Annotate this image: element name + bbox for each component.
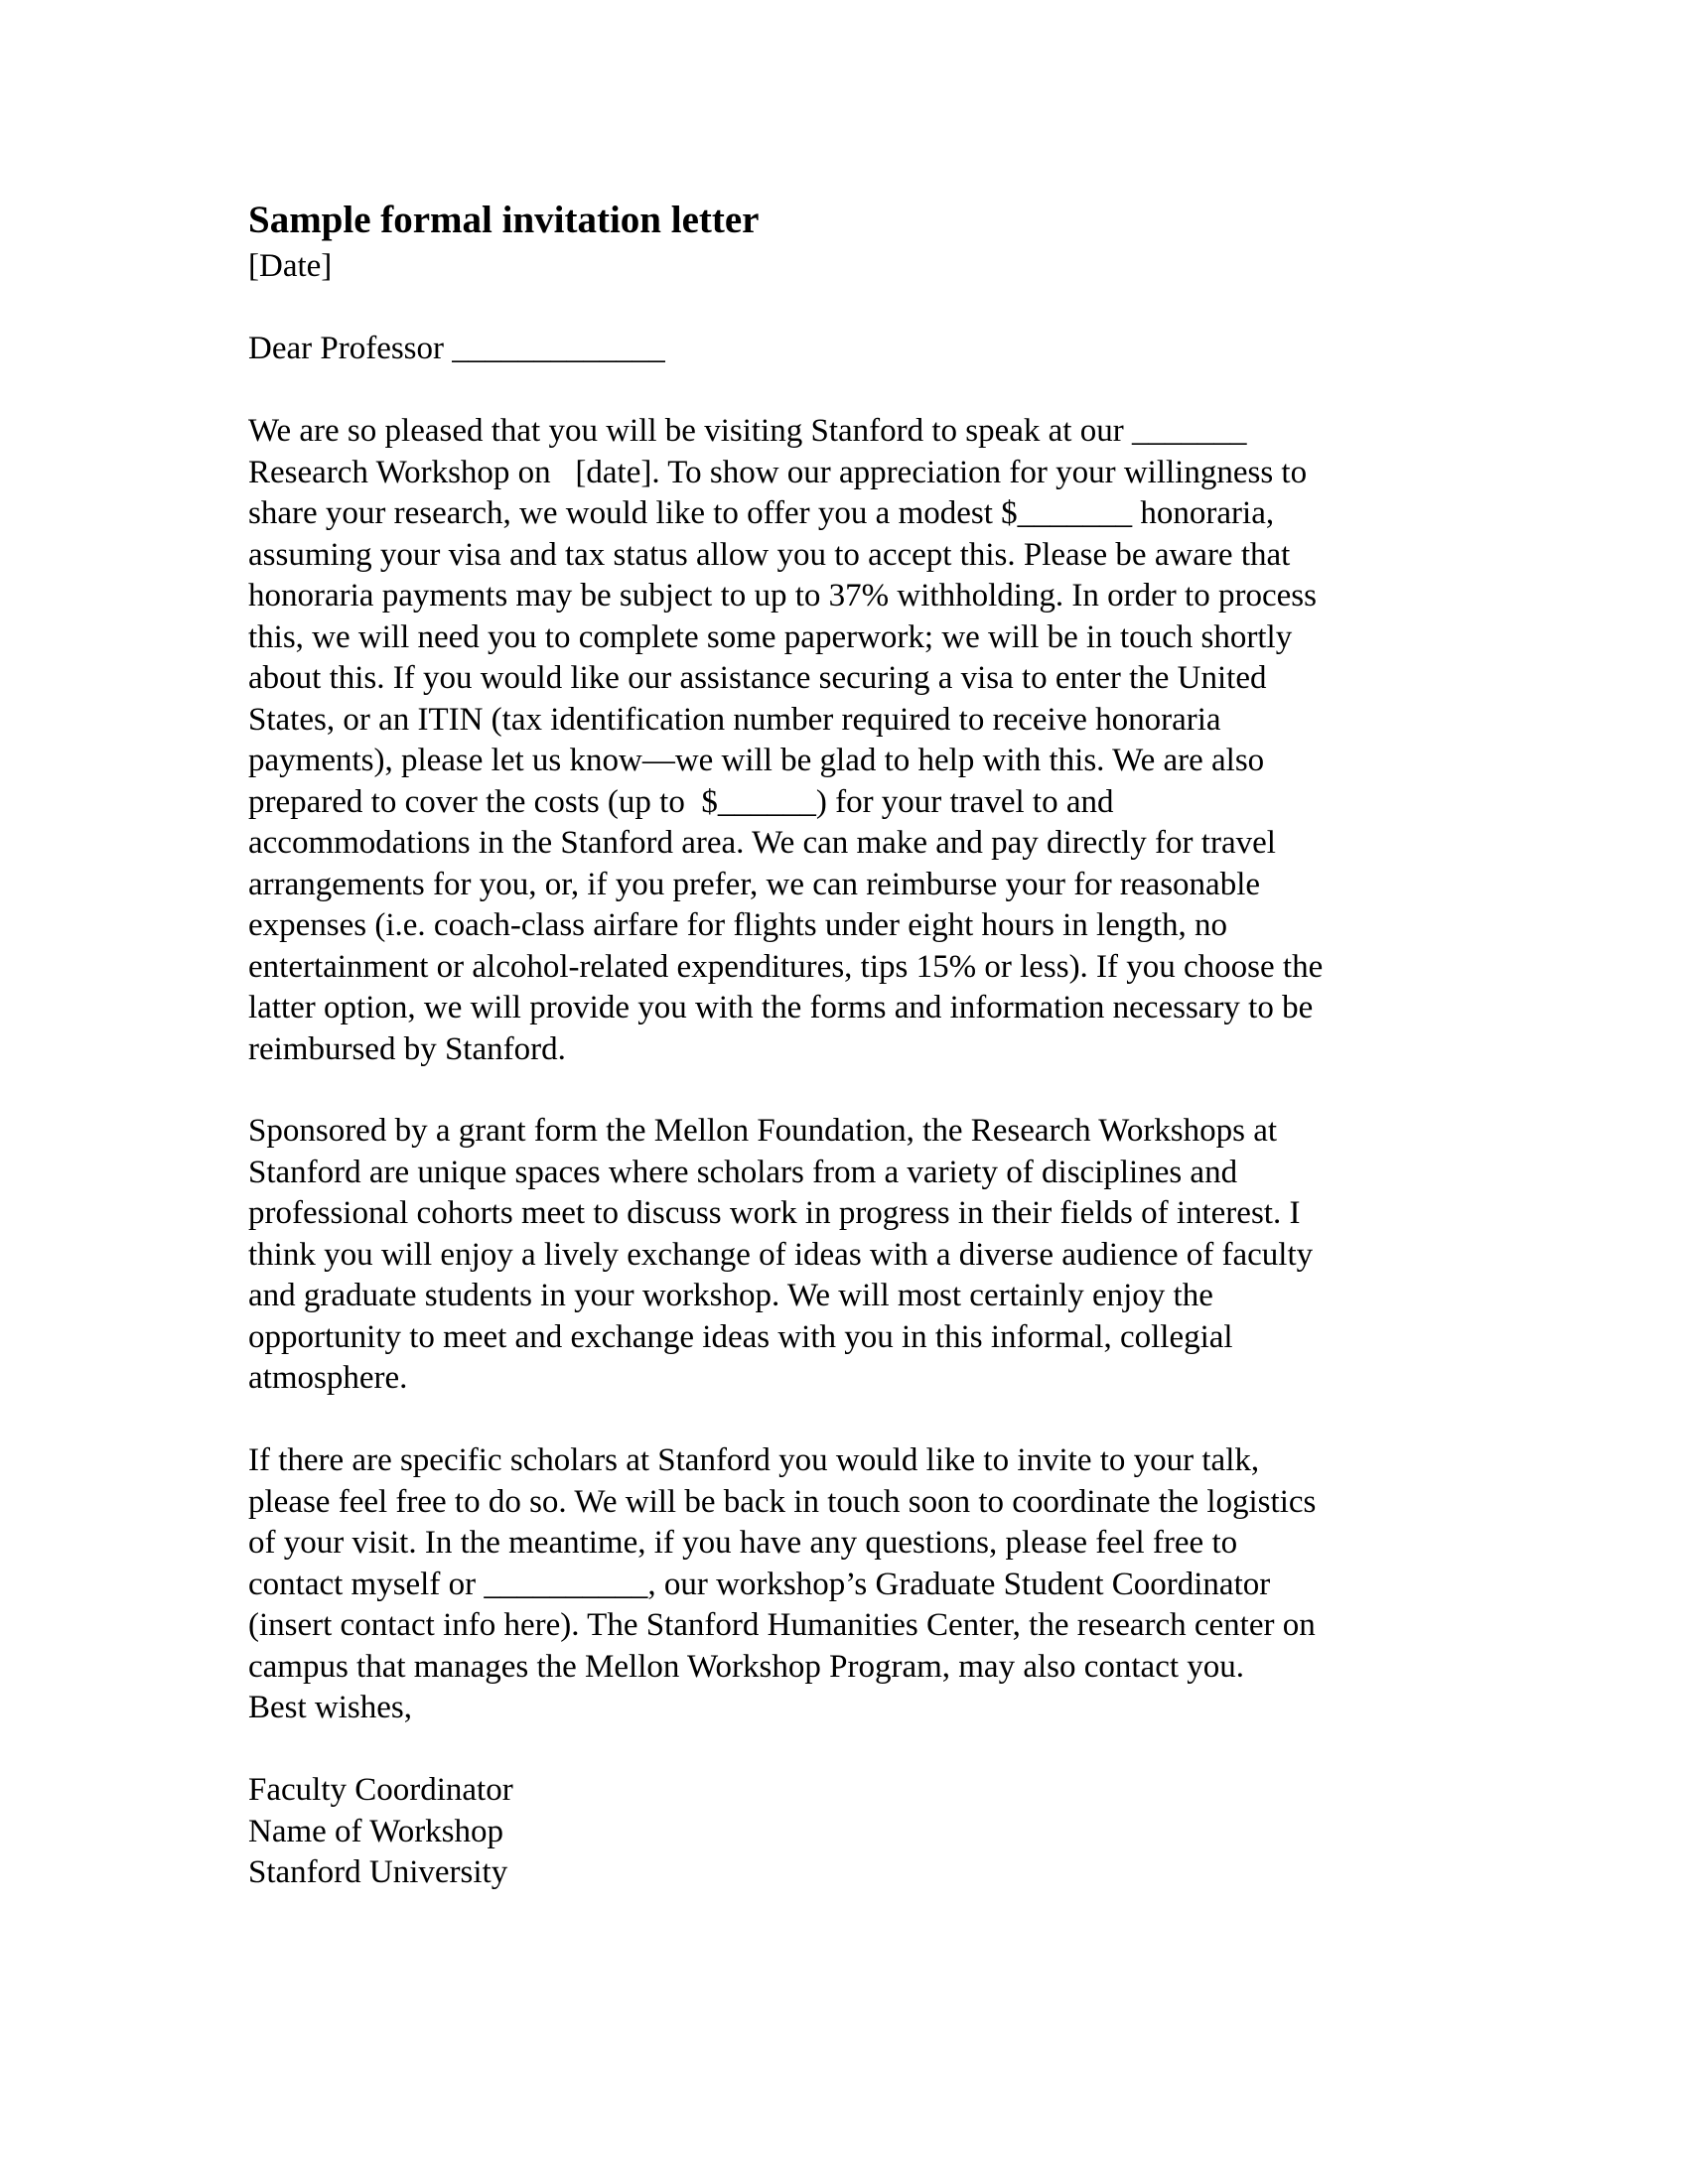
paragraph-line: accommodations in the Stanford area. We can make and pay directly for travel <box>248 825 1276 861</box>
paragraph-workshops <box>248 1111 1460 1400</box>
paragraph-line: arrangements for you, or, if you prefer, we can reimburse your for reasonable <box>248 866 1261 902</box>
paragraph-line: honoraria payments may be subject to up to 37% withholding. In order to process <box>248 578 1317 614</box>
paragraph-line: contact myself or __________, our workshop’s Graduate Student Coordinator <box>248 1566 1271 1602</box>
paragraph-line: professional cohorts meet to discuss work in progress in their fields of interest. I <box>248 1195 1301 1231</box>
paragraph-line: think you will enjoy a lively exchange of ideas with a diverse audience of faculty <box>248 1236 1314 1273</box>
paragraph-line: If there are specific scholars at Stanford you would like to invite to your talk, <box>248 1442 1260 1478</box>
paragraph-line: assuming your visa and tax status allow you to accept this. Please be aware that <box>248 536 1291 573</box>
paragraph-line: share your research, we would like to offer you a modest $_______ honoraria, <box>248 495 1275 531</box>
paragraph-line: expenses (i.e. coach-class airfare for flights under eight hours in length, no <box>248 907 1228 943</box>
paragraph-line: and graduate students in your workshop. We will most certainly enjoy the <box>248 1278 1213 1313</box>
paragraph-line: this, we will need you to complete some paperwork; we will be in touch shortly <box>248 618 1293 655</box>
paragraph-line: Sponsored by a grant form the Mellon Foundation, the Research Workshops at <box>248 1113 1278 1149</box>
paragraph-line: Stanford are unique spaces where scholars from a variety of disciplines and <box>248 1154 1238 1190</box>
paragraph-logistics <box>248 1440 1460 1729</box>
paragraph-line: prepared to cover the costs (up to $______) for your travel to and <box>248 783 1114 820</box>
paragraph-line: latter option, we will provide you with the forms and information necessary to be <box>248 990 1314 1025</box>
paragraph-line: opportunity to meet and exchange ideas with you in this informal, collegial <box>248 1318 1233 1355</box>
letter-closing: Best wishes, <box>248 1690 412 1725</box>
paragraph-line: please feel free to do so. We will be back in touch soon to coordinate the logistics <box>248 1483 1317 1520</box>
paragraph-line: entertainment or alcohol-related expenditures, tips 15% or less). If you choose the <box>248 948 1324 985</box>
paragraph-line: about this. If you would like our assistance securing a visa to enter the United <box>248 660 1267 696</box>
signature-line: Stanford University <box>248 1854 508 1890</box>
signature-line: Faculty Coordinator <box>248 1772 513 1808</box>
paragraph-line: Research Workshop on [date]. To show our appreciation for your willingness to <box>248 454 1308 490</box>
letter-title: Sample formal invitation letter <box>248 199 760 241</box>
letter-salutation: Dear Professor _____________ <box>248 331 665 366</box>
paragraph-line: We are so pleased that you will be visiting Stanford to speak at our _______ <box>248 413 1247 449</box>
paragraph-line: reimbursed by Stanford. <box>248 1030 566 1067</box>
paragraph-line: atmosphere. <box>248 1360 408 1396</box>
paragraph-line: States, or an ITIN (tax identification number required to receive honoraria <box>248 701 1221 738</box>
paragraph-line: of your visit. In the meantime, if you have any questions, please feel free to <box>248 1525 1238 1561</box>
signature-block <box>248 1770 1460 1894</box>
paragraph-line: campus that manages the Mellon Workshop Program, may also contact you. <box>248 1648 1245 1685</box>
paragraph-appreciation <box>248 411 1460 1070</box>
paragraph-line: payments), please let us know—we will be glad to help with this. We are also <box>248 743 1265 778</box>
paragraph-line: (insert contact info here). The Stanford Humanities Center, the research center on <box>248 1607 1316 1643</box>
signature-line: Name of Workshop <box>248 1813 504 1849</box>
letter-date: [Date] <box>248 248 333 284</box>
